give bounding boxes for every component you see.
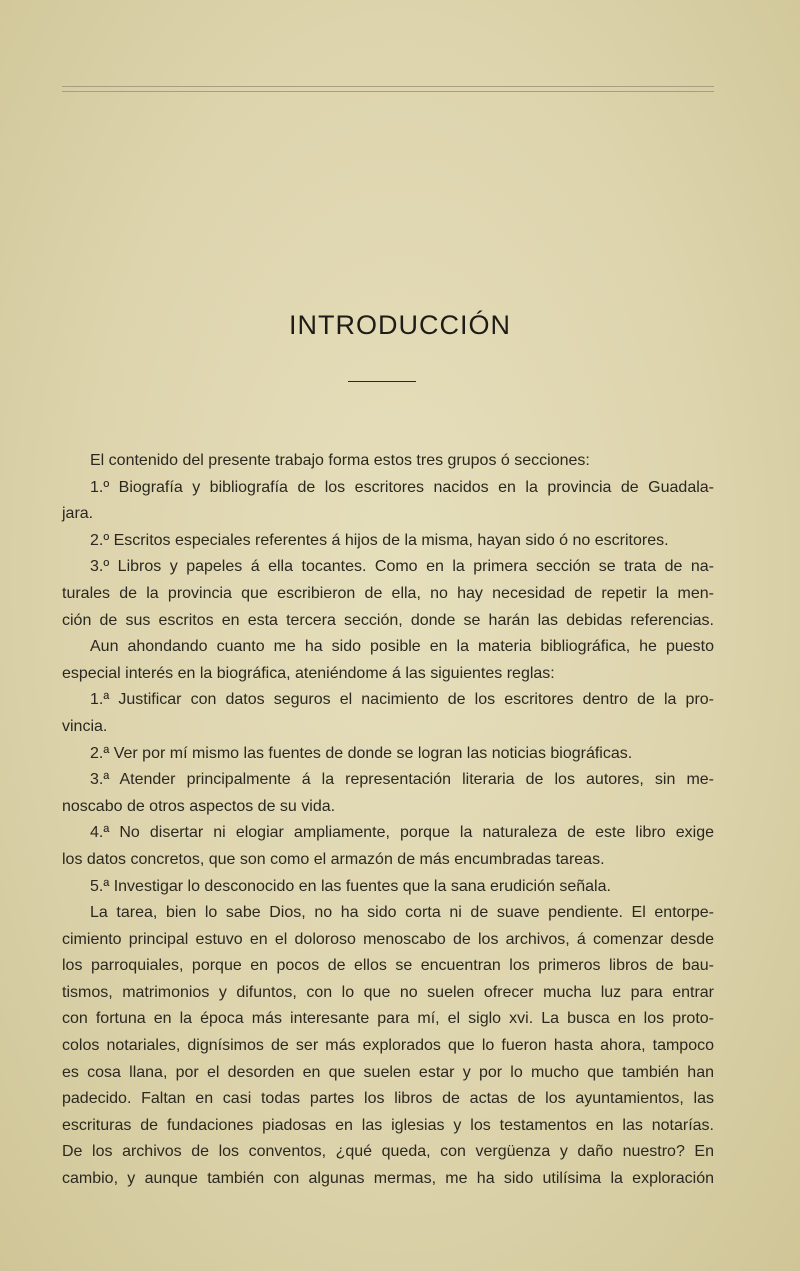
- top-double-rule: [62, 86, 714, 92]
- text-line: turales de la provincia que escribieron de ella, no hay necesidad de repetir la men-: [62, 584, 714, 602]
- title-underline: [348, 381, 416, 382]
- text-line: 5.ª Investigar lo desconocido en las fuentes que la sana erudición señala.: [90, 877, 611, 895]
- text-line: con fortuna en la época más interesante para mí, el siglo xvi. La busca en los proto-: [62, 1010, 714, 1028]
- text-line: cimiento principal estuvo en el doloroso menoscabo de los archivos, á comenzar desde: [62, 930, 714, 948]
- text-line: 4.ª No disertar ni elogiar ampliamente, porque la naturaleza de este libro exige: [90, 824, 714, 842]
- text-line: cambio, y aunque también con algunas mermas, me ha sido utilísima la exploración: [62, 1170, 714, 1188]
- text-line: 2.ª Ver por mí mismo las fuentes de donde se logran las noticias biográficas.: [90, 744, 633, 762]
- text-line: es cosa llana, por el desorden en que suelen estar y por lo mucho que también han: [62, 1063, 714, 1081]
- text-line: ción de sus escritos en esta tercera sección, donde se harán las debidas referencias.: [62, 611, 714, 629]
- text-line: 3.ª Atender principalmente á la representación literaria de los autores, sin me-: [90, 771, 714, 789]
- text-line: De los archivos de los conventos, ¿qué queda, con vergüenza y daño nuestro? En: [62, 1143, 714, 1161]
- text-line: padecido. Faltan en casi todas partes los libros de actas de los ayuntamientos, las: [62, 1090, 714, 1108]
- text-line: El contenido del presente trabajo forma estos tres grupos ó secciones:: [90, 452, 590, 469]
- body-text: [62, 448, 714, 1193]
- text-line: tismos, matrimonios y difuntos, con lo que no suelen ofrecer mucha luz para entrar: [62, 983, 714, 1001]
- text-line: los datos concretos, que son como el armazón de más encumbradas tareas.: [62, 850, 605, 868]
- text-line: noscabo de otros aspectos de su vida.: [62, 797, 336, 815]
- text-line: especial interés en la biográfica, ateniéndome á las siguientes reglas:: [62, 664, 555, 682]
- text-line: vincia.: [62, 717, 108, 735]
- text-line: 3.º Libros y papeles á ella tocantes. Como en la primera sección se trata de na-: [90, 558, 714, 576]
- text-line: 1.ª Justificar con datos seguros el nacimiento de los escritores dentro de la pro-: [90, 691, 714, 709]
- page-title: INTRODUCCIÓN: [289, 310, 511, 340]
- text-line: 1.º Biografía y bibliografía de los escritores nacidos en la provincia de Guadala-: [90, 478, 714, 496]
- text-line: 2.º Escritos especiales referentes á hijos de la misma, hayan sido ó no escritores.: [90, 531, 669, 549]
- text-line: La tarea, bien lo sabe Dios, no ha sido corta ni de suave pendiente. El entorpe-: [90, 904, 714, 922]
- text-line: colos notariales, dignísimos de ser más explorados que lo fueron hasta ahora, tampoco: [62, 1037, 714, 1055]
- text-line: los parroquiales, porque en pocos de ellos se encuentran los primeros libros de bau-: [62, 957, 714, 975]
- text-line: Aun ahondando cuanto me ha sido posible en la materia bibliográfica, he puesto: [90, 638, 714, 656]
- text-line: jara.: [62, 505, 94, 523]
- text-line: escrituras de fundaciones piadosas en las iglesias y los testamentos en las notarías.: [62, 1116, 714, 1134]
